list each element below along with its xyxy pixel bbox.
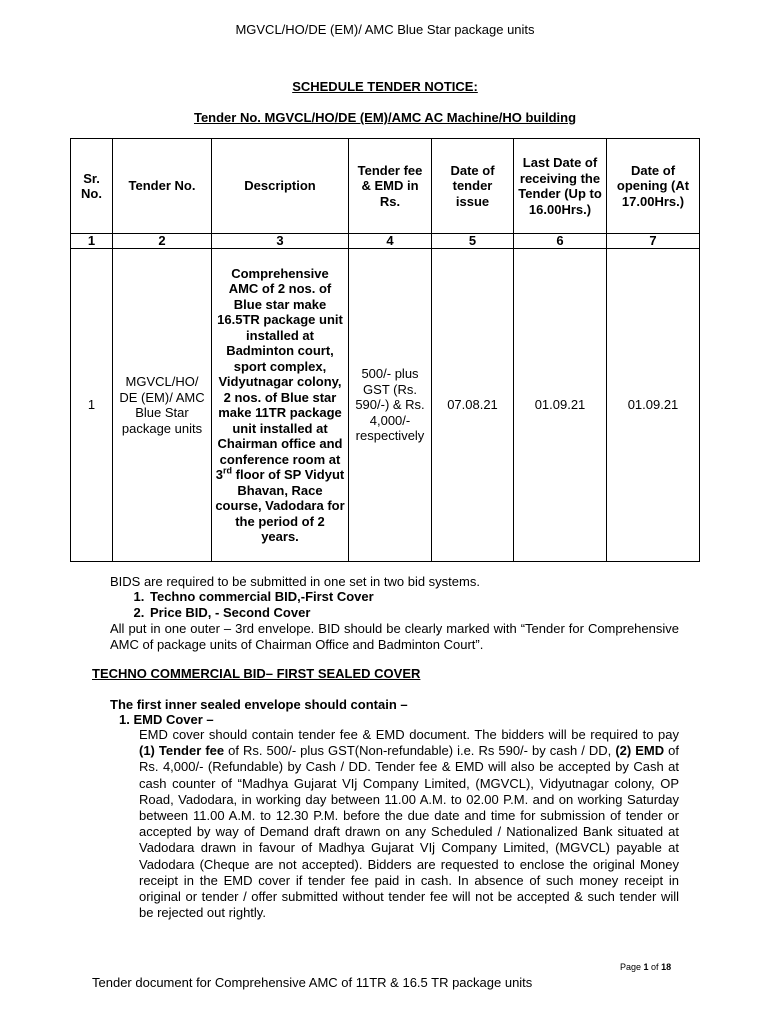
header-issue-date: Date of tender issue bbox=[432, 139, 514, 234]
column-number: 2 bbox=[113, 234, 212, 249]
outer-envelope-note: All put in one outer – 3rd envelope. BID should be clearly marked with “Tender for Comprehensive AMC of package units of Chairman Office and Badminton Court”. bbox=[110, 621, 679, 652]
page-footer: Tender document for Comprehensive AMC of 11TR & 16.5 TR package units bbox=[92, 975, 533, 990]
description-superscript: rd bbox=[223, 465, 233, 476]
page-total: 18 bbox=[661, 962, 672, 972]
column-number-row bbox=[71, 234, 700, 249]
cell-issue-date: 07.08.21 bbox=[432, 249, 514, 562]
page-current: 1 bbox=[643, 962, 649, 972]
tender-number-line: Tender No. MGVCL/HO/DE (EM)/AMC AC Machine/HO building bbox=[193, 110, 577, 125]
cell-sr: 1 bbox=[71, 249, 113, 562]
emd-text: EMD cover should contain tender fee & EMD document. The bidders will be required to pay bbox=[139, 727, 679, 742]
bids-intro: BIDS are required to be submitted in one set in two bid systems. bbox=[110, 574, 480, 589]
notice-title: SCHEDULE TENDER NOTICE: bbox=[292, 79, 478, 94]
emd-bold-tender-fee: (1) Tender fee bbox=[139, 743, 225, 759]
column-number: 4 bbox=[349, 234, 432, 249]
page-number bbox=[620, 962, 671, 972]
header-description: Description bbox=[212, 139, 349, 234]
list-item: 2. Price BID, - Second Cover bbox=[148, 605, 374, 621]
cell-opening-date: 01.09.21 bbox=[607, 249, 700, 562]
header-fee-emd: Tender fee & EMD in Rs. bbox=[349, 139, 432, 234]
emd-text: of Rs. 4,000/- (Refundable) by Cash / DD. Tender fee & EMD will also be accepted by Cash at cash counter of “Madhya Gujarat VIj Company Limited, (MGVCL), Vidyutnagar colony, OP Road, Vadodara, in working day between 11.00 A.M. to 02.00 P.M. and on working Saturday between 11.00 A.M. to 12.30 P.M. before the due date and time for submission of tender or accepted by way of Demand draft drawn on any Scheduled / Nationalized Bank situated at Vadodara drawn in favour of Madhya Gujarat VIj Company Limited, (MGVCL) payable at Vadodara (Cheque are not accepted). Bidders are requested to enclose the original Money receipt in the EMD cover if tender fee paid in cash. In absence of such money receipt in original or tender / offer submitted without tender fee will not be accepted & such tender will be rejected out rightly. bbox=[139, 743, 679, 921]
first-inner-envelope-text: The first inner sealed envelope should contain – bbox=[110, 697, 408, 712]
techno-commercial-heading: TECHNO COMMERCIAL BID– FIRST SEALED COVER bbox=[92, 666, 421, 681]
bid-cover-list bbox=[110, 589, 374, 620]
description-text-rest: floor of SP Vidyut Bhavan, Race course, Vadodara for the period of 2 years. bbox=[215, 467, 345, 544]
cell-description bbox=[212, 249, 349, 562]
header-last-date: Last Date of receiving the Tender (Up to 16.00Hrs.) bbox=[514, 139, 607, 234]
table-row bbox=[71, 249, 700, 562]
cell-last-date: 01.09.21 bbox=[514, 249, 607, 562]
description-text: Comprehensive AMC of 2 nos. of Blue star make 16.5TR package unit installed at Badminton court, sport complex, Vidyutnagar colony, 2 nos. of Blue star make 11TR package unit installed at Chairman office and conference room at 3 bbox=[215, 265, 343, 482]
column-number: 6 bbox=[514, 234, 607, 249]
emd-text: of Rs. 500/- plus GST(Non-refundable) i.e. Rs 590/- by cash / DD, bbox=[224, 743, 616, 759]
column-number: 7 bbox=[607, 234, 700, 249]
tender-schedule-table bbox=[70, 138, 700, 562]
column-number: 3 bbox=[212, 234, 349, 249]
emd-bold-emd: (2) EMD bbox=[615, 743, 665, 759]
emd-cover-paragraph bbox=[139, 727, 679, 921]
header-tender-no: Tender No. bbox=[113, 139, 212, 234]
table-header-row bbox=[71, 139, 700, 234]
page-label: Page bbox=[620, 962, 644, 972]
column-number: 5 bbox=[432, 234, 514, 249]
header-opening-date: Date of opening (At 17.00Hrs.) bbox=[607, 139, 700, 234]
header-sr-no: Sr. No. bbox=[71, 139, 113, 234]
cell-fee: 500/- plus GST (Rs. 590/-) & Rs. 4,000/- respectively bbox=[349, 249, 432, 562]
list-item: 1. Techno commercial BID,-First Cover bbox=[148, 589, 374, 605]
page-of: of bbox=[648, 962, 662, 972]
cell-tender-no: MGVCL/HO/ DE (EM)/ AMC Blue Star package units bbox=[113, 249, 212, 562]
emd-cover-heading: 1. EMD Cover – bbox=[119, 712, 214, 727]
running-header: MGVCL/HO/DE (EM)/ AMC Blue Star package units bbox=[235, 22, 535, 37]
column-number: 1 bbox=[71, 234, 113, 249]
